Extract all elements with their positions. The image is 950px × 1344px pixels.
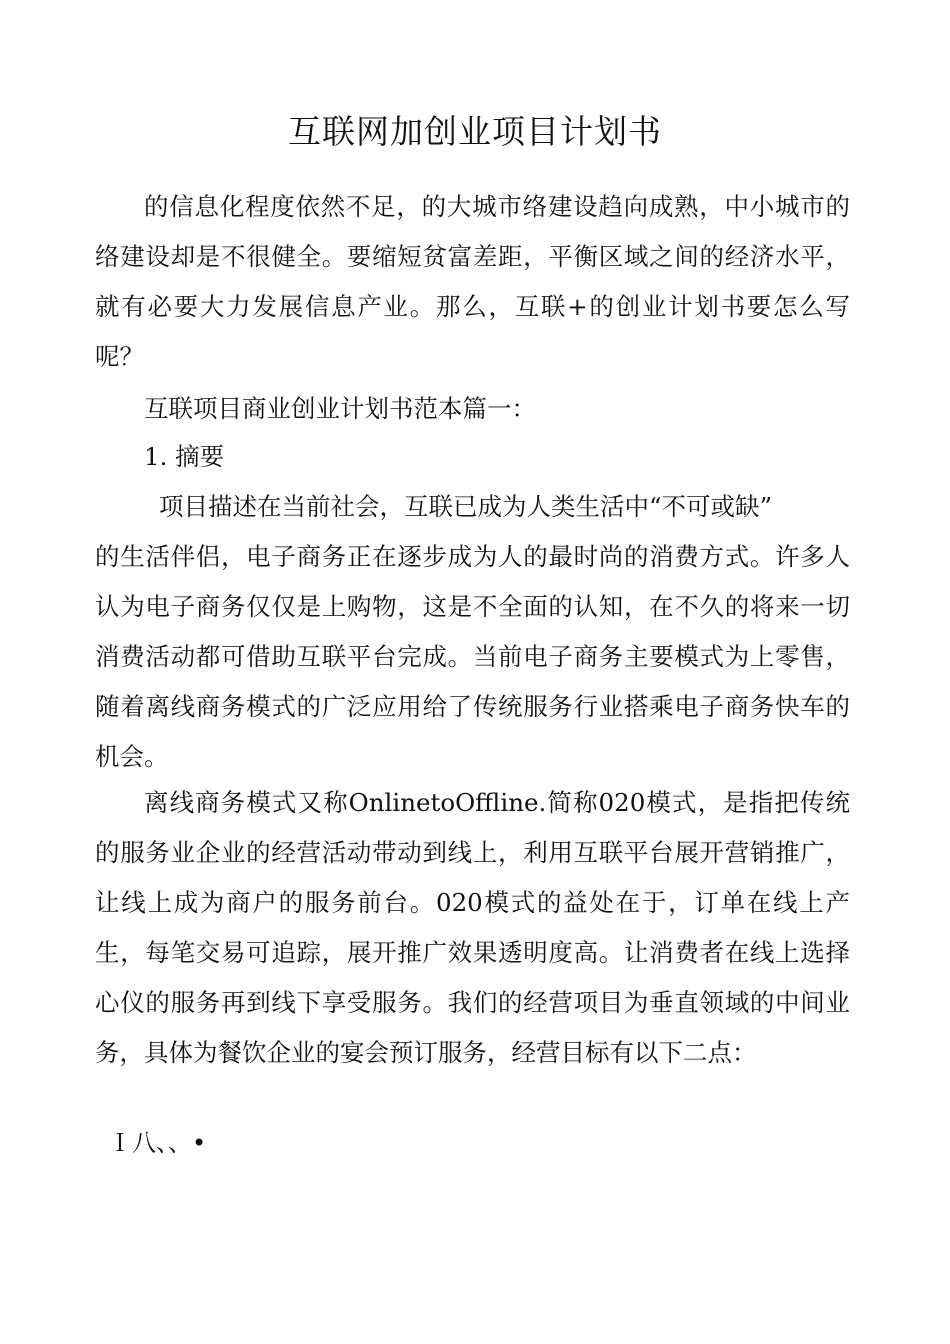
summary-body: 的生活伴侣，电子商务正在逐步成为人的最时尚的消费方式。许多人认为电子商务仅仅是上购物，这是不全面的认知，在不久的将来一切消费活动都可借助互联平台完成。当前电子商务主要模式为上零售，随着离线商务模式的广泛应用给了传统服务行业搭乘电子商务快车的机会。	[95, 542, 850, 771]
document-title: 互联网加创业项目计划书	[288, 112, 662, 151]
intro-paragraph: 的信息化程度依然不足，的大城市络建设趋向成熟，中小城市的络建设却是不很健全。要缩短贫富差距，平衡区域之间的经济水平，就有必要大力发展信息产业。那么，互联+的创业计划书要怎么写呢？	[95, 192, 850, 371]
summary-paragraph	[95, 482, 850, 782]
fragment-text: Ｉ八、、•	[108, 1129, 207, 1157]
section-heading-summary: 1. 摘要	[144, 442, 225, 471]
summary-lead-line: 项目描述在当前社会，互联已成为人类生活中“不可或缺”	[159, 492, 773, 521]
o2o-paragraph: 离线商务模式又称OnlinetoOffline.简称020模式，是指把传统的服务业企业的经营活动带动到线上，利用互联平台展开营销推广，让线上成为商户的服务前台。020模式的益处在于，订单在线上产生，每笔交易可追踪，展开推广效果透明度高。让消费者在线上选择心仪的服务再到线下享受服务。我们的经营项目为垂直领域的中间业务，具体为餐饮企业的宴会预订服务，经营目标有以下二点：	[95, 788, 850, 1067]
sample-heading: 互联项目商业创业计划书范本篇一：	[144, 394, 536, 423]
